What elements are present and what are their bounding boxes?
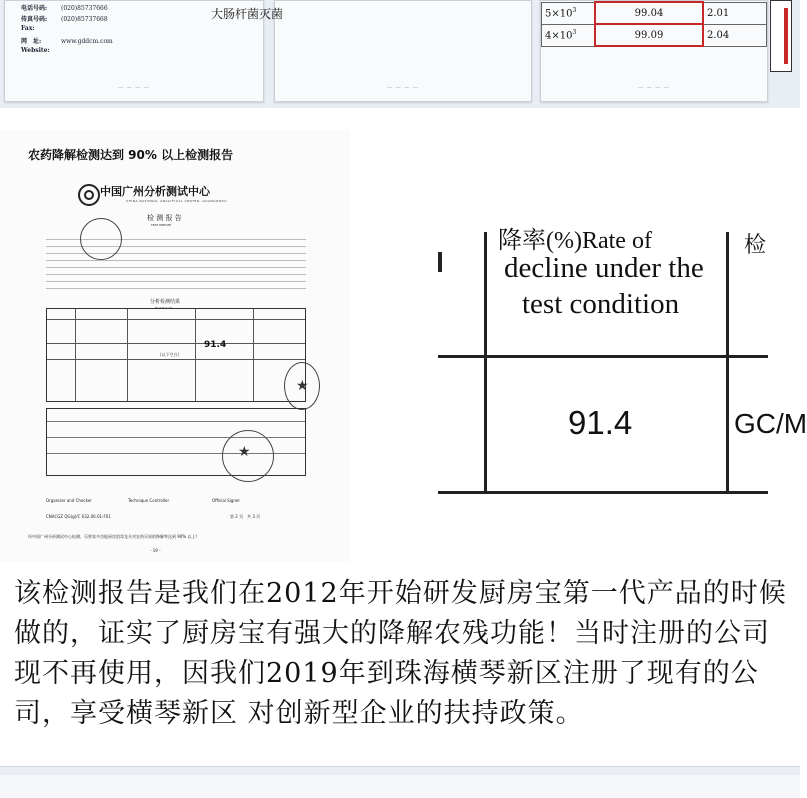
zoom-edge-mark: [438, 252, 442, 272]
table-border: [484, 232, 487, 494]
results-title: 分析检测结果: [150, 299, 181, 305]
end-of-report-mark: (以下空白): [160, 352, 180, 357]
table-row: [542, 24, 767, 46]
table-row: [542, 2, 767, 24]
report-title: 检 测 报 告: [147, 214, 182, 222]
form-code: CNACGZ QG(g)/C 032.06.01-F01: [46, 514, 111, 519]
zoom-side-fragment: 检: [744, 233, 767, 258]
contact-row: 传真号码: (020)85737668: [21, 16, 108, 23]
rate-cell: 99.04: [595, 2, 703, 24]
scan-page-ecoli: [211, 0, 532, 102]
sterilization-results-table: [541, 1, 767, 47]
contact-row: Fax:: [21, 25, 35, 32]
table-border: [726, 232, 729, 494]
results-title-en: Test Results: [155, 306, 173, 310]
ecoli-heading: 大肠杆菌灭菌: [211, 7, 284, 21]
zoom-method-fragment: GC/M: [734, 408, 807, 439]
contact-row: 网 址: www.gddcm.com: [21, 38, 113, 45]
edge-tab-decoration: [770, 0, 800, 70]
report-page-label: 第 2 页 共 3 页: [230, 514, 261, 519]
description-caption: 该检测报告是我们在2012年开始研发厨房宝第一代产品的时候做的，证实了厨房宝有强大的降解农残功能！当时注册的公司现不再使用，因我们2019年到珠海横琴新区注册了现有的公司，享受横琴新区 对创新型企业的扶持政策。: [14, 578, 787, 729]
dose-cell: $4\times 10^3$: [542, 24, 596, 46]
certificate-result-value: 91.4: [204, 340, 227, 350]
org-name: 中国广州分析测试中心: [100, 185, 210, 198]
rate-cell: 99.09: [595, 24, 703, 46]
table-border: [438, 491, 768, 494]
seal-stamp-icon: [80, 218, 122, 260]
zoom-label-line2: test condition: [522, 288, 680, 320]
signer-label: Official Signer: [212, 498, 240, 503]
report-title-en: TEST REPORT: [151, 223, 172, 227]
controller-label: Technique Controller: [128, 498, 170, 503]
contact-row: 电话号码: (020)85737666: [21, 5, 108, 12]
table-border: [438, 355, 768, 358]
dose-cell: $5\times 10^3$: [542, 2, 596, 24]
star-icon: ★: [238, 444, 251, 460]
org-name-en: CHINA NATIONAL ANALYTICAL CENTER, GUANGZHOU: [126, 199, 227, 203]
zoom-header-fragment: 降率(%)Rate of: [498, 228, 652, 254]
organizer-label: Organizer and Checker: [46, 498, 92, 503]
star-icon: ★: [296, 378, 309, 394]
scan-page-mark: — — — —: [118, 85, 150, 91]
top-document-strip: [0, 0, 800, 108]
certificate-footer-note: 经中国广州分析测试中心检测，乐智家多功能厨房消毒龙头对农药乐果的降解率达到 90% 以上!: [28, 534, 198, 539]
scan-page-mark: — — — —: [638, 85, 670, 91]
log-cell: 2.01: [703, 2, 767, 24]
contact-row: Website:: [21, 47, 50, 54]
zoom-label-line1: decline under the: [504, 252, 704, 284]
bottom-document-strip: [0, 766, 800, 798]
log-cell: 2.04: [703, 24, 767, 46]
scan-page-mark: — — — —: [387, 85, 419, 91]
test-report-certificate: [0, 130, 350, 562]
zoom-result-value: 91.4: [568, 404, 633, 441]
document-page-number: - 19 -: [150, 548, 161, 553]
certificate-title: 农药降解检测达到 90% 以上检测报告: [28, 148, 234, 162]
org-logo-icon: [78, 184, 100, 206]
zoomed-result-crop: [438, 228, 807, 520]
scan-page-results: [540, 0, 768, 102]
